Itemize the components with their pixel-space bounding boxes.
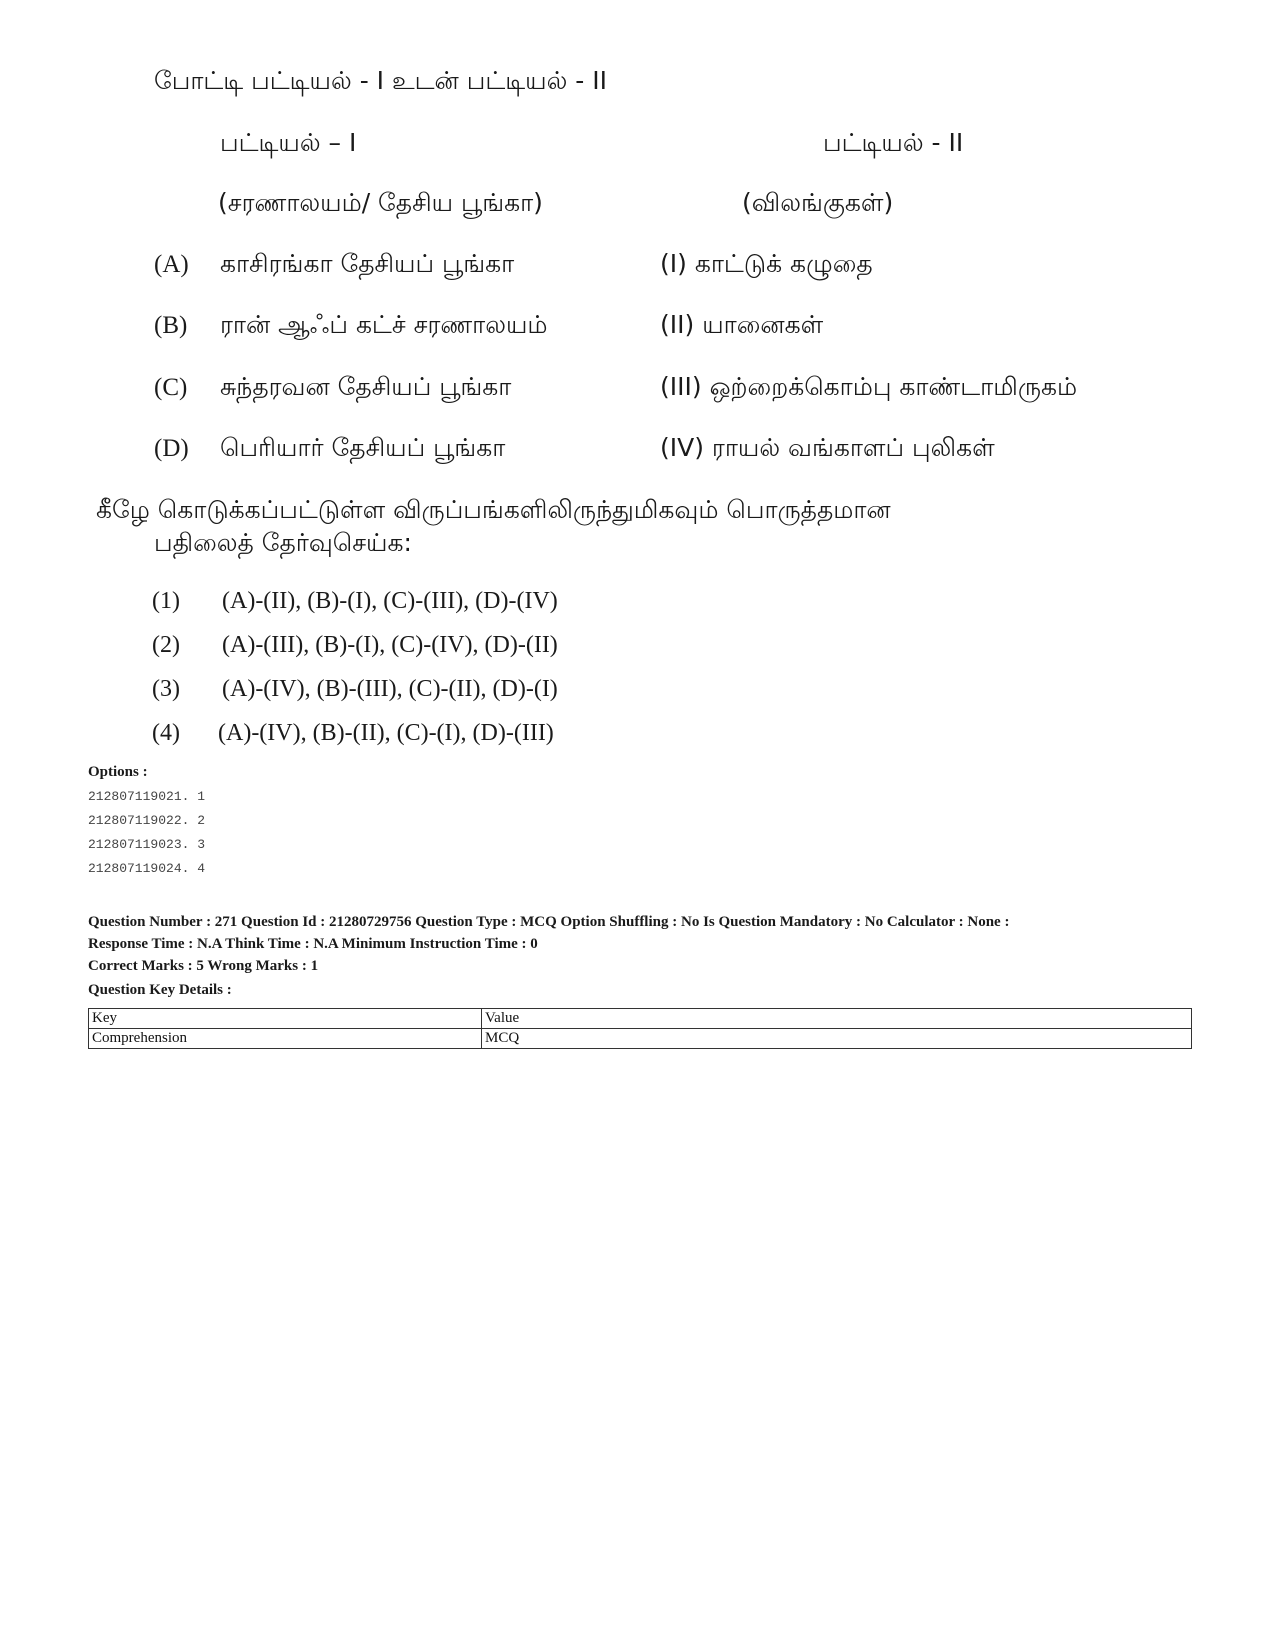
row-letter: (B) [154, 312, 188, 339]
question-key-details-label: Question Key Details : [88, 982, 232, 998]
list2-subheading: (விலங்குகள்) [742, 188, 894, 217]
question-meta-line2: Response Time : N.A Think Time : N.A Minimum Instruction Time : 0 [88, 936, 538, 952]
row-left-item: பெரியார் தேசியப் பூங்கா [220, 433, 506, 462]
answer-text: (A)-(III), (B)-(I), (C)-(IV), (D)-(II) [222, 632, 558, 658]
row-letter: (C) [154, 374, 188, 401]
table-cell-value: MCQ [482, 1029, 1192, 1049]
list2-heading: பட்டியல் - II [823, 128, 964, 157]
table-row [89, 1029, 1192, 1049]
question-prompt-line2: பதிலைத் தேர்வுசெய்க: [154, 528, 412, 557]
table-header-key: Key [89, 1009, 482, 1029]
row-left-item: சுந்தரவன தேசியப் பூங்கா [220, 372, 512, 401]
answer-text: (A)-(IV), (B)-(III), (C)-(II), (D)-(I) [222, 676, 558, 702]
answer-text: (A)-(IV), (B)-(II), (C)-(I), (D)-(III) [218, 720, 554, 746]
option-id: 212807119021. 1 [88, 789, 206, 804]
question-key-table [88, 1008, 1192, 1049]
answer-number: (4) [152, 720, 180, 746]
row-left-item: காசிரங்கா தேசியப் பூங்கா [220, 249, 515, 278]
answer-number: (2) [152, 632, 180, 658]
list1-heading: பட்டியல் – I [220, 128, 357, 157]
row-right-item: (III) ஒற்றைக்கொம்பு காண்டாமிருகம் [660, 372, 1078, 401]
row-letter: (D) [154, 435, 189, 462]
table-cell-key: Comprehension [89, 1029, 482, 1049]
answer-number: (3) [152, 676, 180, 702]
option-id: 212807119022. 2 [88, 813, 206, 828]
row-right-item: (I) காட்டுக் கழுதை [660, 249, 873, 278]
list1-subheading: (சரணாலயம்/ தேசிய பூங்கா) [218, 188, 543, 217]
row-right-item: (II) யானைகள் [660, 310, 824, 339]
question-instruction: போட்டி பட்டியல் - I உடன் பட்டியல் - II [154, 66, 607, 95]
row-left-item: ரான் ஆஃப் கட்ச் சரணாலயம் [220, 310, 548, 339]
answer-text: (A)-(II), (B)-(I), (C)-(III), (D)-(IV) [222, 588, 558, 614]
question-prompt-line1: கீழே கொடுக்கப்பட்டுள்ள விருப்பங்களிலிருந்துமிகவும் பொருத்தமான [96, 495, 891, 524]
table-header-value: Value [482, 1009, 1192, 1029]
question-meta-line1: Question Number : 271 Question Id : 21280729756 Question Type : MCQ Option Shuffling : No Is Question Mandatory : No Calculator : None : [88, 914, 1010, 930]
option-id: 212807119024. 4 [88, 861, 206, 876]
question-meta-line3: Correct Marks : 5 Wrong Marks : 1 [88, 958, 319, 974]
answer-number: (1) [152, 588, 180, 614]
option-id: 212807119023. 3 [88, 837, 206, 852]
options-label: Options : [88, 764, 148, 780]
table-header-row [89, 1009, 1192, 1029]
row-right-item: (IV) ராயல் வங்காளப் புலிகள் [660, 433, 995, 462]
row-letter: (A) [154, 251, 189, 278]
